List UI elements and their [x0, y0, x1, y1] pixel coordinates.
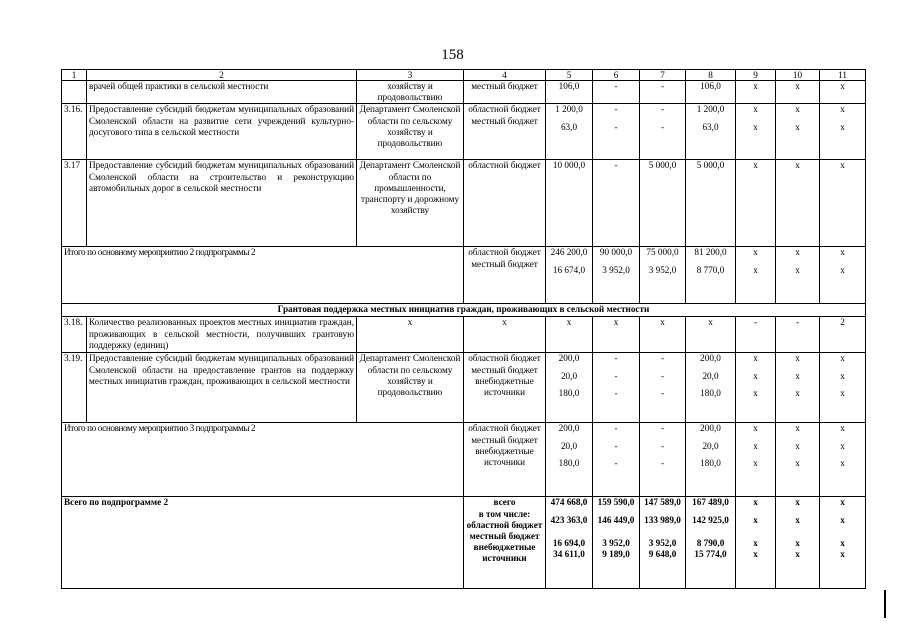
- value: x: [753, 457, 758, 468]
- amount-year-1: [593, 104, 640, 160]
- amount-year-1: [593, 247, 640, 304]
- amount-year-3: [686, 423, 736, 497]
- amount-year-1: -: [593, 81, 640, 104]
- value: x: [840, 423, 845, 434]
- source-regional: областной бюджет: [468, 353, 541, 364]
- value: x: [795, 423, 800, 434]
- source-extrabudget: внебюджетные источники: [473, 542, 536, 564]
- value: 200,0: [558, 353, 580, 364]
- value: 167 489,0: [692, 497, 729, 508]
- value: 63,0: [560, 121, 578, 132]
- value: -: [614, 440, 618, 451]
- value: x: [795, 264, 800, 275]
- value: 20,0: [560, 440, 578, 451]
- value: -: [614, 104, 618, 115]
- indicator-1: [736, 247, 776, 304]
- col-header-2: 2: [87, 70, 357, 81]
- executor: Департамент Смоленской области по сельскому хозяйству и продовольствию: [357, 104, 464, 160]
- row-number: [62, 81, 87, 104]
- indicator-3: [820, 423, 866, 497]
- funding-source: [464, 247, 546, 304]
- value: 200,0: [558, 423, 580, 434]
- col-header-7: 7: [640, 70, 686, 81]
- activity-name: Предоставление субсидий бюджетам муниципальных образований Смоленской области на предоставление грантов на поддержку местных инициатив граждан, проживающих в сельской местности: [87, 353, 357, 423]
- subtotal-label: Итого по основному мероприятию 3 подпрограммы 2: [62, 423, 464, 497]
- amount-year-2: -: [640, 81, 686, 104]
- value: x: [795, 457, 800, 468]
- value: 147 589,0: [644, 497, 681, 508]
- row-number: 3.18.: [62, 317, 87, 353]
- amount-year-2: [640, 104, 686, 160]
- value: x: [753, 440, 758, 451]
- col-header-10: 10: [776, 70, 820, 81]
- value: 474 668,0: [550, 497, 588, 508]
- indicator-3: [820, 104, 866, 160]
- source-local: местный бюджет: [471, 115, 538, 126]
- amount-year-2: [640, 353, 686, 423]
- section-heading: Грантовая поддержка местных инициатив граждан, проживающих в сельской местности: [62, 304, 866, 317]
- amount-total: [546, 104, 593, 160]
- value: -: [660, 121, 665, 132]
- value: x: [840, 104, 845, 115]
- value: x: [795, 440, 800, 451]
- indicator-2: x: [776, 81, 820, 104]
- funding-source: [464, 353, 546, 423]
- amount-total: [546, 353, 593, 423]
- value: 200,0: [700, 353, 721, 364]
- col-header-11: 11: [820, 70, 866, 81]
- table-row-3-16: [62, 104, 866, 160]
- source-including: в том числе:: [478, 508, 531, 519]
- amount-total: [546, 497, 593, 589]
- amount-year-1: -: [593, 160, 640, 247]
- value: -: [660, 104, 665, 115]
- executor: хозяйству и продовольствию: [357, 81, 464, 104]
- funding-source: местный бюджет: [464, 81, 546, 104]
- indicator-1: x: [736, 160, 776, 247]
- value: x: [840, 264, 845, 275]
- amount-year-1: x: [593, 317, 640, 353]
- amount-year-3: [686, 104, 736, 160]
- value: 159 590,0: [597, 497, 635, 508]
- amount-total: [546, 247, 593, 304]
- value: -: [614, 353, 618, 364]
- source-all: всего: [493, 497, 516, 508]
- value: x: [753, 264, 758, 275]
- value: -: [660, 440, 665, 451]
- value: 246 200,0: [550, 247, 588, 258]
- executor: x: [357, 317, 464, 353]
- value: x: [795, 353, 800, 364]
- value: x: [840, 457, 845, 468]
- value: x: [795, 514, 800, 525]
- source-local: местный бюджет: [469, 531, 540, 542]
- value: 20,0: [702, 370, 719, 381]
- table-row-subtotal-2: [62, 247, 866, 304]
- col-header-4: 4: [464, 70, 546, 81]
- value: x: [795, 549, 800, 560]
- table-row-subtotal-3: [62, 423, 866, 497]
- value: 34 611,0: [553, 549, 585, 560]
- indicator-3: [820, 353, 866, 423]
- value: 146 449,0: [597, 514, 635, 525]
- source-regional: областной бюджет: [466, 519, 543, 530]
- value: -: [660, 353, 665, 364]
- executor: Департамент Смоленской области по промышленности, транспорту и дорожному хозяйству: [357, 160, 464, 247]
- col-header-5: 5: [546, 70, 593, 81]
- indicator-3: 2: [820, 317, 866, 353]
- value: 16 694,0: [552, 537, 586, 548]
- indicator-2: [776, 247, 820, 304]
- value: 180,0: [558, 387, 580, 398]
- table-row-grand-total: [62, 497, 866, 589]
- value: x: [753, 387, 758, 398]
- value: 142 925,0: [692, 514, 729, 525]
- funding-source: x: [464, 317, 546, 353]
- value: 81 200,0: [694, 247, 727, 258]
- row-number: 3.16.: [62, 104, 87, 160]
- col-header-9: 9: [736, 70, 776, 81]
- value: 1 200,0: [555, 104, 583, 115]
- indicator-3: x: [820, 81, 866, 104]
- program-table-wrapper: [61, 69, 866, 589]
- value: x: [795, 121, 800, 132]
- executor: Департамент Смоленской области по сельскому хозяйству и продовольствию: [357, 353, 464, 423]
- col-header-3: 3: [357, 70, 464, 81]
- value: x: [753, 370, 758, 381]
- value: -: [660, 387, 665, 398]
- value: x: [840, 121, 845, 132]
- value: 75 000,0: [646, 247, 679, 258]
- value: 15 774,0: [694, 549, 727, 560]
- indicator-2: [776, 423, 820, 497]
- value: x: [753, 121, 758, 132]
- source-extrabudget: внебюджетные источники: [475, 375, 534, 398]
- indicator-1: -: [736, 317, 776, 353]
- value: -: [614, 423, 618, 434]
- value: 3 952,0: [648, 537, 677, 548]
- source-regional: областной бюджет: [468, 423, 541, 434]
- source-local: местный бюджет: [471, 364, 538, 375]
- value: x: [840, 537, 845, 548]
- amount-year-1: [593, 497, 640, 589]
- value: -: [660, 370, 665, 381]
- source-local: местный бюджет: [471, 258, 538, 269]
- value: -: [660, 457, 665, 468]
- indicator-1: [736, 423, 776, 497]
- value: x: [840, 514, 845, 525]
- funding-source: [464, 423, 546, 497]
- source-extrabudget: внебюджетные источники: [475, 445, 534, 468]
- value: 200,0: [700, 423, 721, 434]
- value: 133 989,0: [644, 514, 681, 525]
- value: x: [753, 247, 758, 258]
- table-row-continuation: [62, 81, 866, 104]
- value: 3 952,0: [648, 264, 677, 275]
- indicator-3: x: [820, 160, 866, 247]
- column-number-row: [62, 70, 866, 81]
- amount-total: 106,0: [546, 81, 593, 104]
- section-heading-row: [62, 304, 866, 317]
- value: 180,0: [700, 387, 721, 398]
- value: 20,0: [702, 440, 719, 451]
- indicator-1: [736, 353, 776, 423]
- subtotal-label: Итого по основному мероприятию 2 подпрограммы 2: [62, 247, 464, 304]
- col-header-8: 8: [686, 70, 736, 81]
- value: x: [753, 104, 758, 115]
- value: x: [753, 423, 758, 434]
- value: x: [840, 387, 845, 398]
- value: x: [840, 440, 845, 451]
- table-row-3-19: [62, 353, 866, 423]
- row-number: 3.19.: [62, 353, 87, 423]
- value: x: [795, 104, 800, 115]
- row-number: 3.17: [62, 160, 87, 247]
- indicator-2: -: [776, 317, 820, 353]
- indicator-2: [776, 497, 820, 589]
- value: 8 770,0: [696, 264, 725, 275]
- program-table: [61, 69, 866, 589]
- amount-year-2: [640, 247, 686, 304]
- value: x: [795, 537, 800, 548]
- value: x: [840, 370, 845, 381]
- value: x: [795, 247, 800, 258]
- value: 3 952,0: [602, 264, 630, 275]
- source-regional: областной бюджет: [468, 104, 541, 115]
- value: -: [614, 121, 618, 132]
- amount-year-3: [686, 497, 736, 589]
- value: -: [614, 387, 618, 398]
- value: 1 200,0: [696, 104, 725, 115]
- value: x: [840, 549, 845, 560]
- table-row-3-17: [62, 160, 866, 247]
- indicator-1: [736, 104, 776, 160]
- value: 3 952,0: [602, 537, 630, 548]
- indicator-2: [776, 353, 820, 423]
- value: x: [795, 497, 800, 508]
- value: -: [614, 370, 618, 381]
- amount-year-3: x: [686, 317, 736, 353]
- indicator-2: x: [776, 160, 820, 247]
- amount-total: [546, 423, 593, 497]
- col-header-1: 1: [62, 70, 87, 81]
- amount-year-2: x: [640, 317, 686, 353]
- amount-year-3: [686, 353, 736, 423]
- value: -: [614, 457, 618, 468]
- value: x: [840, 497, 845, 508]
- value: x: [795, 387, 800, 398]
- value: x: [795, 370, 800, 381]
- amount-year-3: [686, 247, 736, 304]
- amount-total: 10 000,0: [546, 160, 593, 247]
- value: 63,0: [702, 121, 719, 132]
- value: -: [660, 423, 665, 434]
- activity-name: Предоставление субсидий бюджетам муниципальных образований Смоленской области на развитие сети учреждений культурно-досугового типа в сельской местности: [87, 104, 357, 160]
- indicator-3: [820, 247, 866, 304]
- value: 8 790,0: [696, 537, 725, 548]
- page-number: 158: [441, 47, 464, 63]
- amount-year-3: 5 000,0: [686, 160, 736, 247]
- grand-total-label: Всего по подпрограмме 2: [62, 497, 464, 589]
- value: x: [840, 247, 845, 258]
- value: 423 363,0: [550, 514, 588, 525]
- activity-name: врачей общей практики в сельской местности: [87, 81, 357, 104]
- amount-year-2: [640, 497, 686, 589]
- source-local: местный бюджет: [471, 434, 538, 445]
- indicator-3: [820, 497, 866, 589]
- value: 9 648,0: [648, 549, 677, 560]
- value: x: [753, 514, 758, 525]
- value: x: [840, 353, 845, 364]
- indicator-2: [776, 104, 820, 160]
- indicator-name: Количество реализованных проектов местных инициатив граждан, проживающих в сельской местности, получивших грантовую поддержку (единиц): [87, 317, 357, 353]
- amount-year-1: [593, 423, 640, 497]
- amount-year-3: 106,0: [686, 81, 736, 104]
- value: 16 674,0: [552, 264, 586, 275]
- value: x: [753, 537, 758, 548]
- indicator-1: [736, 497, 776, 589]
- value: 180,0: [700, 457, 721, 468]
- value: x: [753, 497, 758, 508]
- amount-year-2: 5 000,0: [640, 160, 686, 247]
- value: x: [753, 353, 758, 364]
- table-row-3-18: [62, 317, 866, 353]
- funding-source: [464, 497, 546, 589]
- activity-name: Предоставление субсидий бюджетам муниципальных образований Смоленской области на строительство и реконструкцию автомобильных дорог в сельской местности: [87, 160, 357, 247]
- indicator-1: x: [736, 81, 776, 104]
- funding-source: [464, 104, 546, 160]
- margin-line: [884, 590, 886, 618]
- amount-year-1: [593, 353, 640, 423]
- value: 90 000,0: [599, 247, 633, 258]
- value: 9 189,0: [602, 549, 630, 560]
- source-regional: областной бюджет: [468, 247, 541, 258]
- value: 20,0: [560, 370, 578, 381]
- col-header-6: 6: [593, 70, 640, 81]
- value: x: [753, 549, 758, 560]
- amount-total: x: [546, 317, 593, 353]
- value: 180,0: [558, 457, 580, 468]
- funding-source: областной бюджет: [464, 160, 546, 247]
- amount-year-2: [640, 423, 686, 497]
